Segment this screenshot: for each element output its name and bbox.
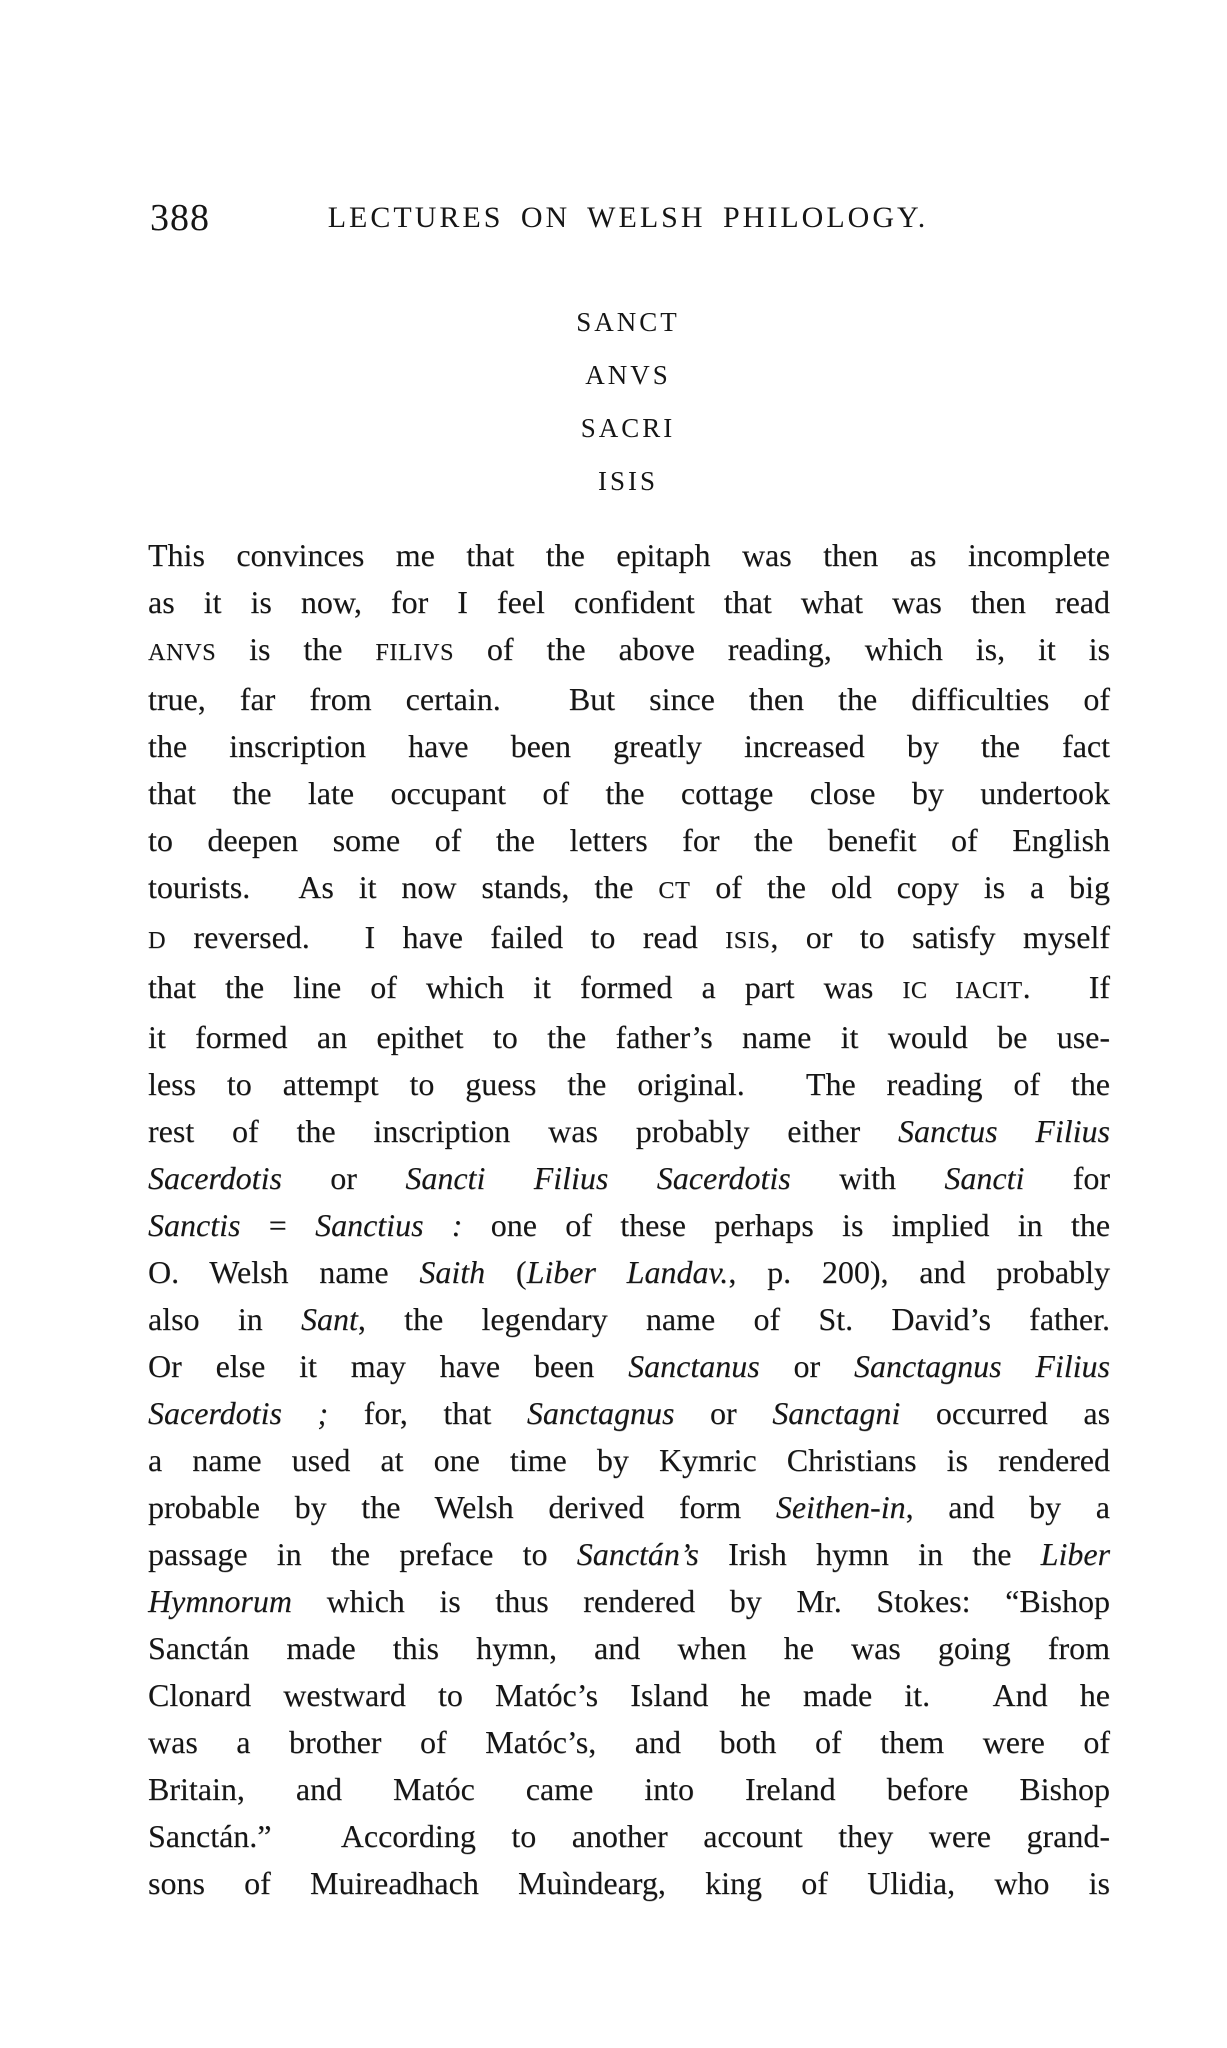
inscription-line: ANVS [585,360,671,390]
text-line: to deepen some of the letters for the benefit of English [148,822,1110,858]
inscription-line: SACRI [580,413,676,443]
text-line: passage in the preface to Sanctán’s Irish hymn in the Liber [148,1536,1111,1572]
text-line: sons of Muireadhach Muìndearg, king of Ulidia, who is [148,1865,1110,1901]
text-line: a name used at one time by Kymric Christians is rendered [148,1442,1110,1478]
text-line: Sacerdotis ; for, that Sanctagnus or Sanctagni occurred as [148,1395,1111,1431]
text-line: it formed an epithet to the father’s name it would be use- [148,1019,1110,1055]
text-line: rest of the inscription was probably either Sanctus Filius [148,1113,1111,1149]
text-line: Hymnorum which is thus rendered by Mr. Stokes: “Bishop [148,1583,1110,1619]
text-line: that the line of which it formed a part was IC IACIT. If [148,969,1111,1005]
text-line: the inscription have been greatly increased by the fact [148,728,1110,764]
paragraph [148,532,1110,1907]
page-number: 388 [150,197,210,239]
text-line: was a brother of Matóc’s, and both of them were of [148,1724,1110,1760]
text-line: tourists. As it now stands, the CT of the old copy is a big [148,869,1111,905]
text-line: Sanctis = Sanctius : one of these perhaps is implied in the [148,1207,1111,1243]
running-title: LECTURES ON WELSH PHILOLOGY. [327,201,929,234]
text-line: ANVS is the FILIVS of the above reading, which is, it is [148,631,1111,667]
text-line: This convinces me that the epitaph was then as incomplete [148,537,1110,573]
text-line: D reversed. I have failed to read ISIS, or to satisfy myself [148,919,1110,955]
inscription-line: ISIS [597,466,658,496]
text-line: Sanctán made this hymn, and when he was going from [148,1630,1110,1666]
text-line: that the late occupant of the cottage close by undertook [148,775,1110,811]
text-line: also in Sant, the legendary name of St. David’s father. [148,1301,1110,1337]
text-line: true, far from certain. But since then the difficulties of [148,681,1110,717]
inscription-line: SANCT [576,307,680,337]
text-line: Sanctán.” According to another account they were grand- [148,1818,1110,1854]
text-line: Clonard westward to Matóc’s Island he made it. And he [148,1677,1110,1713]
text-line: Or else it may have been Sanctanus or Sanctagnus Filius [148,1348,1111,1384]
text-line: less to attempt to guess the original. The reading of the [148,1066,1110,1102]
text-line: Sacerdotis or Sancti Filius Sacerdotis with Sancti for [148,1160,1111,1196]
text-line: probable by the Welsh derived form Seithen-in, and by a [148,1489,1110,1525]
text-line: as it is now, for I feel confident that what was then read [148,584,1110,620]
page-header [148,196,1108,242]
inscription [148,296,1108,508]
text-line: O. Welsh name Saith (Liber Landav., p. 200), and probably [148,1254,1111,1290]
text-line: Britain, and Matóc came into Ireland before Bishop [148,1771,1110,1807]
